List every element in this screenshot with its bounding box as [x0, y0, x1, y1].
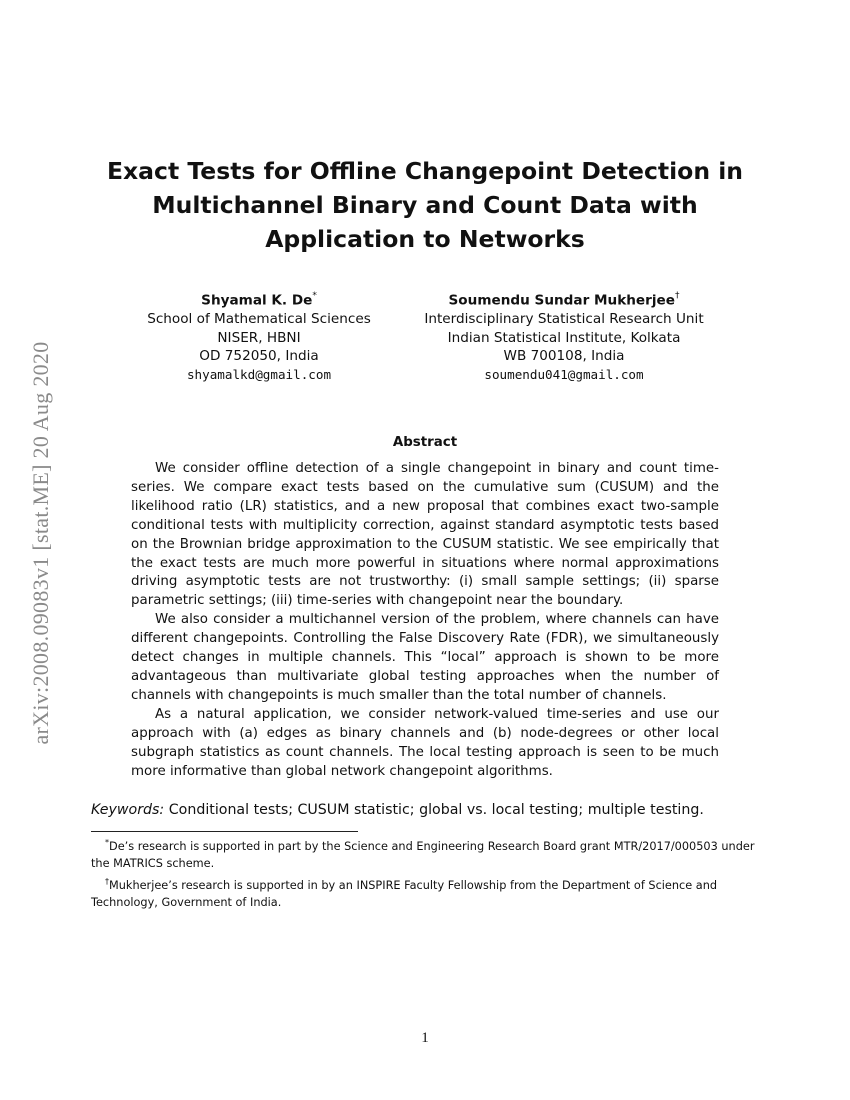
arxiv-identifier-stamp: arXiv:2008.09083v1 [stat.ME] 20 Aug 2020	[28, 341, 53, 745]
title-line-2: Multichannel Binary and Count Data with	[152, 191, 698, 219]
abstract-paragraph: As a natural application, we consider network-valued time-series and use our approach with (a) edges as binary channels and (b) node-degrees or other local subgraph statistics as count channels. The local testing approach is seen to be much more informative than global network changepoint algorithms.	[131, 706, 719, 779]
author-email[interactable]: shyamalkd@gmail.com	[186, 366, 332, 382]
author-affiliation-line: Indian Statistical Institute, Kolkata	[447, 329, 681, 346]
footnote	[91, 873, 763, 912]
author-de	[130, 288, 388, 384]
author-affiliation-line: School of Mathematical Sciences	[147, 311, 371, 328]
author-mukherjee	[408, 288, 720, 384]
author-footnote-mark: †	[674, 291, 680, 301]
page-number: 1	[421, 1030, 429, 1046]
author-affiliation-line: Interdisciplinary Statistical Research Unit	[424, 311, 704, 328]
author-affiliation-line: NISER, HBNI	[217, 329, 301, 346]
author-footnote-mark: *	[312, 291, 317, 301]
footnote-text: De’s research is supported in part by the Science and Engineering Research Board grant MTR/2017/000503 under the MATRICS scheme.	[91, 839, 755, 871]
abstract-paragraph: We also consider a multichannel version of the problem, where channels can have different changepoints. Controlling the False Discovery Rate (FDR), we simultaneously detect changes in multiple channels. This “local” approach is shown to be more advantageous than multivariate global testing approaches when the number of channels with changepoints is much smaller than the total number of channels.	[131, 612, 719, 703]
paper-title	[80, 154, 770, 256]
author-name: Soumendu Sundar Mukherjee†	[448, 291, 680, 309]
author-name: Shyamal K. De*	[201, 291, 317, 309]
title-line-3: Application to Networks	[265, 225, 585, 253]
footnote-text: Mukherjee’s research is supported in by an INSPIRE Faculty Fellowship from the Department of Science and Technology, Government of India.	[91, 878, 718, 910]
footnote-mark: *	[105, 838, 109, 847]
author-affiliation-line: WB 700108, India	[503, 348, 625, 365]
title-line-1: Exact Tests for Offline Changepoint Detection in	[106, 157, 744, 185]
abstract-paragraph: We consider offline detection of a single changepoint in binary and count time-series. We compare exact tests based on the cumulative sum (CUSUM) and the likelihood ratio (LR) statistics, and a new proposal that combines exact two-sample conditional tests with multiplicity correction, against standard asymptotic tests based on the Brownian bridge approximation to the CUSUM statistic. We see empirically that the exact tests are much more powerful in situations where normal approximations driving asymptotic tests are not trustworthy: (i) small sample settings; (ii) sparse parametric settings; (iii) time-series with changepoint near the boundary.	[131, 461, 719, 609]
author-email[interactable]: soumendu041@gmail.com	[484, 366, 644, 382]
footnote-divider	[91, 831, 358, 832]
keywords-label: Keywords:	[91, 802, 165, 818]
footnotes	[91, 834, 763, 912]
author-affiliation-line: OD 752050, India	[199, 348, 319, 365]
keywords-text: Conditional tests; CUSUM statistic; global vs. local testing; multiple testing.	[168, 802, 704, 818]
keywords-line	[91, 802, 771, 818]
footnote-mark: †	[105, 876, 109, 886]
abstract-body	[131, 460, 719, 781]
abstract-heading: Abstract	[392, 435, 458, 450]
footnote	[91, 834, 763, 873]
